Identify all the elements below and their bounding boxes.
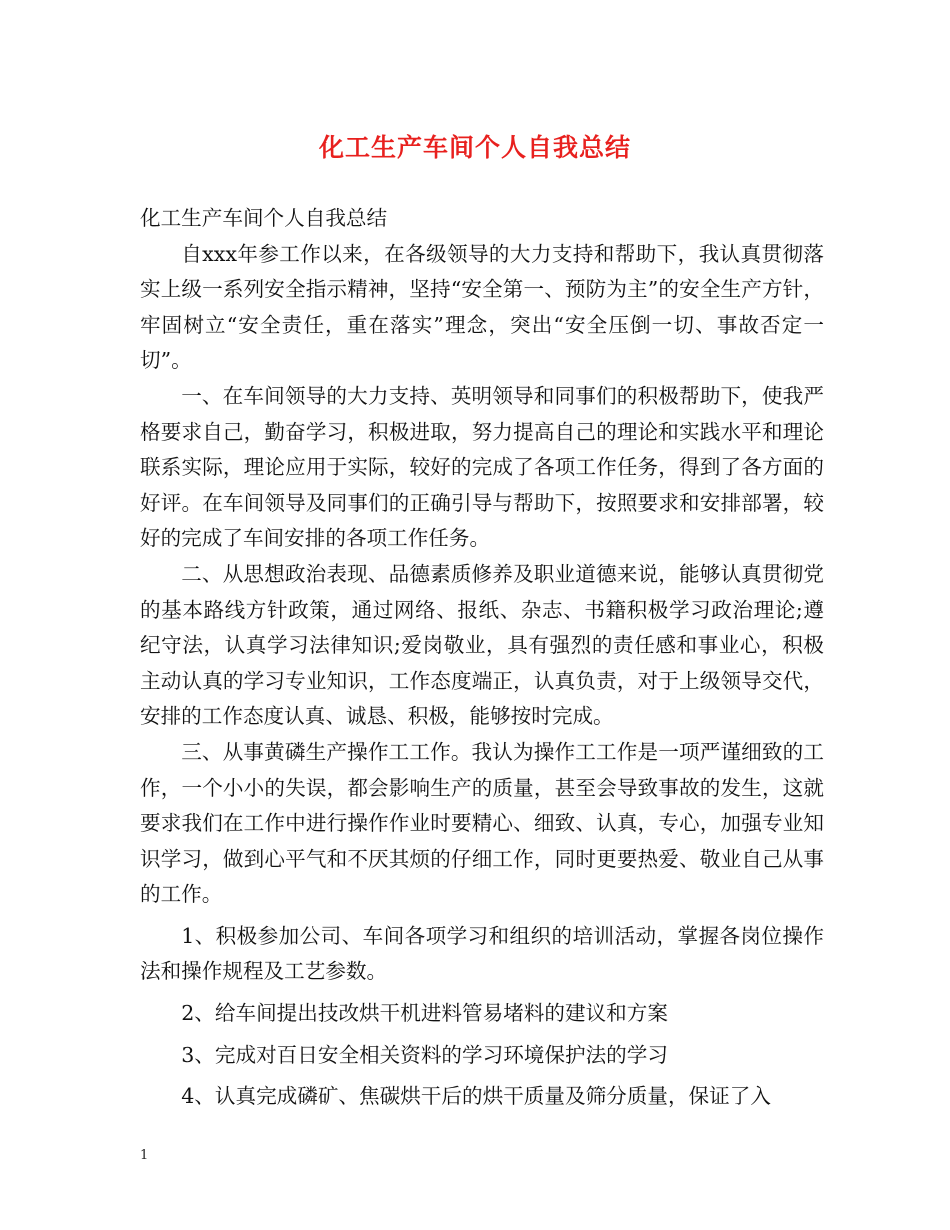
paragraph-intro: 自xxx年参工作以来，在各级领导的大力支持和帮助下，我认真贯彻落实上级一系列安全指示精神，坚持“安全第一、预防为主”的安全生产方针，牢固树立“安全责任，重在落实”理念，突出“安全压倒一切、事故否定一切”。 — [140, 241, 824, 373]
document-title: 化工生产车间个人自我总结 — [318, 133, 631, 162]
paragraph-section-1: 一、在车间领导的大力支持、英明领导和同事们的积极帮助下，使我严格要求自己，勤奋学习，积极进取，努力提高自己的理论和实践水平和理论联系实际，理论应用于实际，较好的完成了各项工作任务，得到了各方面的好评。在车间领导及同事们的正确引导与帮助下，按照要求和安排部署，较好的完成了车间安排的各项工作任务。 — [140, 383, 824, 551]
paragraph-section-2: 二、从思想政治表现、品德素质修养及职业道德来说，能够认真贯彻党的基本路线方针政策，通过网络、报纸、杂志、书籍积极学习政治理论;遵纪守法，认真学习法律知识;爱岗敬业，具有强烈的责任感和事业心，积极主动认真的学习专业知识，工作态度端正，认真负责，对于上级领导交代，安排的工作态度认真、诚恳、积极，能够按时完成。 — [140, 561, 824, 729]
page-number: 1 — [140, 1148, 149, 1163]
paragraph-section-3: 三、从事黄磷生产操作工工作。我认为操作工工作是一项严谨细致的工作，一个小小的失误，都会影响生产的质量，甚至会导致事故的发生，这就要求我们在工作中进行操作作业时要精心、细致、认真，专心，加强专业知识学习，做到心平气和不厌其烦的仔细工作，同时更要热爱、敬业自己从事的工作。 — [140, 739, 824, 907]
list-item-4: 4、认真完成磷矿、焦碳烘干后的烘干质量及筛分质量，保证了入 — [181, 1084, 771, 1109]
list-item-2: 2、给车间提出技改烘干机进料管易堵料的建议和方案 — [181, 1001, 668, 1026]
list-item-1: 1、积极参加公司、车间各项学习和组织的培训活动，掌握各岗位操作法和操作规程及工艺参数。 — [140, 923, 824, 984]
document-body — [140, 201, 824, 1115]
list-item-3: 3、完成对百日安全相关资料的学习环境保护法的学习 — [181, 1042, 668, 1067]
document-subtitle: 化工生产车间个人自我总结 — [140, 206, 388, 230]
